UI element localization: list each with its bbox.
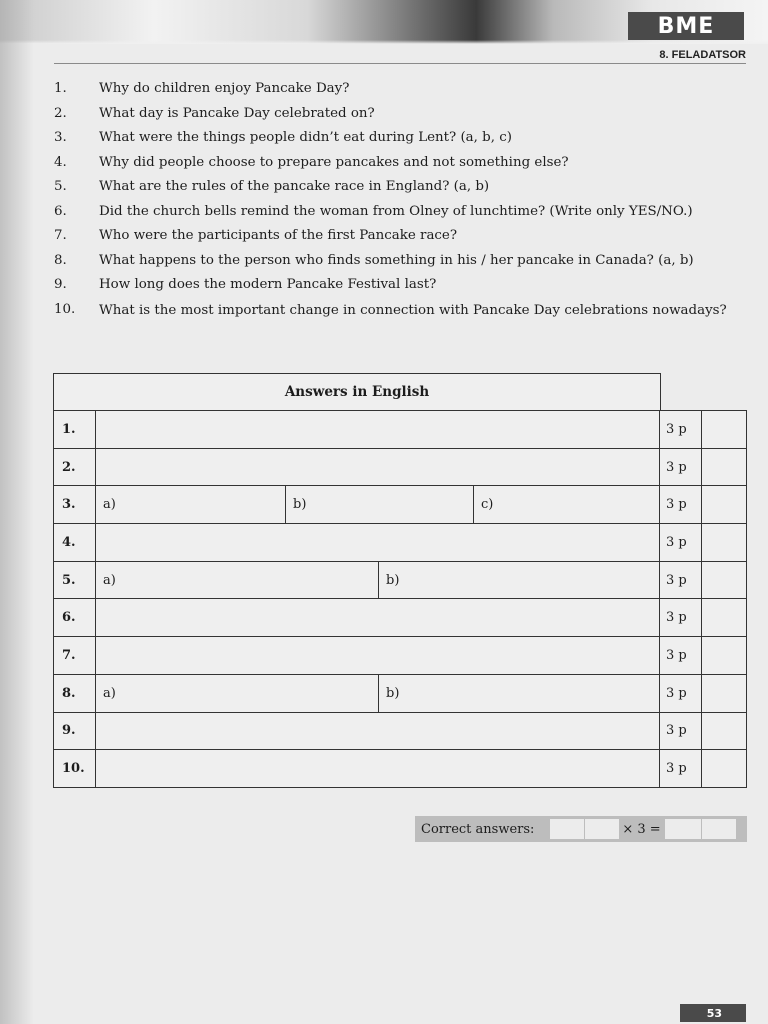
question-number: 3. [54, 130, 67, 145]
answers-table [53, 373, 747, 788]
question-item [54, 151, 746, 176]
answer-field[interactable] [96, 599, 659, 636]
answer-row-number: 9. [54, 713, 96, 750]
answer-row-number: 4. [54, 524, 96, 561]
question-number: 2. [54, 105, 67, 121]
answer-field-a[interactable]: a) [103, 572, 116, 588]
answer-row-number: 10. [54, 750, 96, 787]
question-text: What happens to the person who finds something in his / her pancake in Canada? (a, b) [99, 252, 694, 268]
score-box[interactable] [702, 637, 746, 674]
question-number: 6. [54, 203, 67, 219]
question-number: 8. [54, 252, 67, 268]
answer-row-number: 1. [54, 411, 96, 448]
question-item [54, 175, 746, 200]
answer-row-number: 6. [54, 599, 96, 636]
question-item [54, 298, 746, 323]
question-number: 4. [54, 154, 67, 170]
points-label: 3 p [660, 486, 702, 523]
score-box[interactable] [702, 524, 746, 561]
answer-row-number: 8. [54, 675, 96, 712]
answer-row-2 [53, 449, 747, 487]
answer-row-1 [53, 410, 747, 449]
question-text: What were the things people didn’t eat during Lent? (a, b, c) [99, 130, 512, 145]
question-text: What are the rules of the pancake race in England? (a, b) [99, 179, 490, 194]
answer-row-number: 5. [54, 562, 96, 599]
question-text: What is the most important change in connection with Pancake Day celebrations nowadays? [99, 302, 727, 318]
correct-count-box-tens[interactable] [550, 819, 584, 839]
answer-field[interactable] [96, 524, 659, 561]
answer-row-6 [53, 599, 747, 637]
answer-field-b[interactable]: b) [285, 486, 473, 523]
answer-field-a[interactable]: a) [103, 497, 116, 513]
score-box[interactable] [702, 562, 746, 599]
question-number: 10. [54, 301, 76, 317]
correct-answers-bar [415, 816, 747, 842]
answer-row-number: 2. [54, 449, 96, 486]
score-box[interactable] [702, 713, 746, 750]
answer-field-b[interactable]: b) [378, 562, 659, 599]
answer-row-3 [53, 486, 747, 524]
answer-field-c[interactable]: c) [473, 486, 659, 523]
points-label: 3 p [660, 599, 702, 636]
answer-row-8 [53, 675, 747, 713]
correct-answers-label: Correct answers: [421, 821, 535, 837]
points-label: 3 p [660, 675, 702, 712]
total-box-units[interactable] [702, 819, 736, 839]
points-label: 3 p [660, 637, 702, 674]
answer-row-5 [53, 562, 747, 600]
total-box-tens[interactable] [665, 819, 701, 839]
score-box[interactable] [702, 411, 746, 448]
answer-row-number: 3. [54, 486, 96, 523]
answer-row-7 [53, 637, 747, 675]
section-label: 8. FELADATSOR [659, 49, 746, 61]
score-box[interactable] [702, 599, 746, 636]
question-number: 1. [54, 81, 67, 96]
question-text: How long does the modern Pancake Festival last? [99, 277, 437, 292]
score-box[interactable] [702, 675, 746, 712]
points-label: 3 p [660, 713, 702, 750]
answer-field[interactable] [96, 637, 659, 674]
question-text: What day is Pancake Day celebrated on? [99, 105, 375, 121]
answer-field[interactable] [96, 713, 659, 750]
points-label: 3 p [660, 524, 702, 561]
correct-count-box-units[interactable] [585, 819, 619, 839]
answer-row-4 [53, 524, 747, 562]
question-item [54, 273, 746, 298]
points-label: 3 p [660, 750, 702, 787]
points-label: 3 p [660, 411, 702, 448]
question-item [54, 102, 746, 127]
question-text: Why did people choose to prepare pancakes and not something else? [99, 154, 569, 170]
answer-field[interactable] [96, 750, 659, 787]
answer-field-a[interactable]: a) [103, 685, 116, 701]
answer-field[interactable] [96, 449, 659, 486]
answer-row-10 [53, 750, 747, 788]
question-number: 7. [54, 228, 67, 243]
points-label: 3 p [660, 562, 702, 599]
question-list [54, 77, 746, 322]
question-number: 5. [54, 179, 67, 194]
answers-table-title: Answers in English [53, 373, 661, 410]
score-box[interactable] [702, 750, 746, 787]
answer-field[interactable] [96, 411, 659, 448]
question-text: Who were the participants of the first Pancake race? [99, 228, 458, 243]
question-item [54, 126, 746, 151]
score-box[interactable] [702, 486, 746, 523]
points-label: 3 p [660, 449, 702, 486]
question-text: Why do children enjoy Pancake Day? [99, 81, 350, 96]
question-item [54, 249, 746, 274]
page-number: 53 [680, 1004, 746, 1022]
brand-badge: BME [628, 12, 744, 40]
question-text: Did the church bells remind the woman from Olney of lunchtime? (Write only YES/NO.) [99, 203, 693, 219]
multiplier-label: × 3 = [622, 821, 661, 837]
binding-shadow [0, 0, 34, 1024]
answer-field-b[interactable]: b) [378, 675, 659, 712]
question-item [54, 224, 746, 249]
header-divider [54, 63, 746, 64]
question-item [54, 200, 746, 225]
answer-row-9 [53, 713, 747, 751]
question-number: 9. [54, 277, 67, 292]
score-box[interactable] [702, 449, 746, 486]
question-item [54, 77, 746, 102]
answer-row-number: 7. [54, 637, 96, 674]
